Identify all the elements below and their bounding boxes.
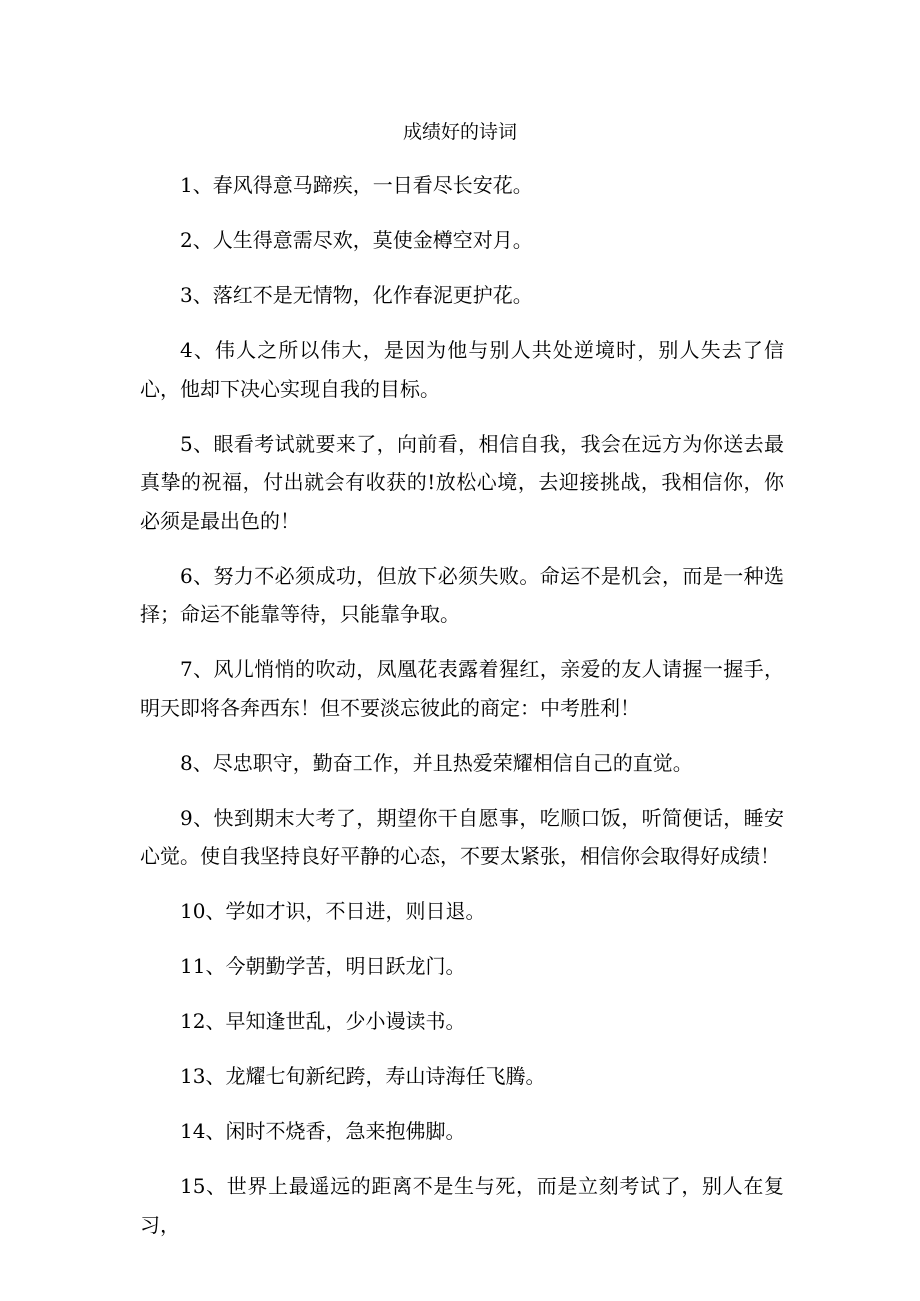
paragraph-9: 9、快到期末大考了，期望你干自愿事，吃顺口饭，听简便话，睡安心觉。使自我坚持良好平静的心态，不要太紧张，相信你会取得好成绩！	[140, 805, 784, 868]
paragraph-10: 10、学如才识，不日进，则日退。	[180, 899, 486, 923]
paragraph-11: 11、今朝勤学苦，明日跃龙门。	[180, 954, 466, 978]
paragraph-4: 4、伟人之所以伟大，是因为他与别人共处逆境时，别人失去了信心，他却下决心实现自我的目标。	[140, 338, 784, 401]
paragraph-5: 5、眼看考试就要来了，向前看，相信自我，我会在远方为你送去最真挚的祝福，付出就会有收获的!放松心境，去迎接挑战，我相信你，你必须是最出色的！	[140, 431, 784, 533]
document-body	[140, 166, 784, 1261]
document-title: 成绩好的诗词	[402, 121, 517, 143]
paragraph-2: 2、人生得意需尽欢，莫使金樽空对月。	[180, 228, 533, 252]
paragraph-3: 3、落红不是无情物，化作春泥更护花。	[180, 283, 533, 307]
paragraph-14: 14、闲时不烧香，急来抱佛脚。	[180, 1119, 466, 1143]
paragraph-6: 6、努力不必须成功，但放下必须失败。命运不是机会，而是一种选择；命运不能靠等待，只能靠争取。	[140, 563, 784, 626]
paragraph-15: 15、世界上最遥远的距离不是生与死，而是立刻考试了，别人在复习，	[140, 1174, 784, 1237]
paragraph-13: 13、龙耀七旬新纪跨，寿山诗海任飞腾。	[180, 1064, 546, 1088]
paragraph-8: 8、尽忠职守，勤奋工作，并且热爱荣耀相信自己的直觉。	[180, 750, 693, 775]
paragraph-12: 12、早知逢世乱，少小谩读书。	[180, 1009, 466, 1033]
paragraph-1: 1、春风得意马蹄疾，一日看尽长安花。	[180, 173, 533, 197]
paragraph-7: 7、风儿悄悄的吹动，凤凰花表露着猩红，亲爱的友人请握一握手，明天即将各奔西东！但不要淡忘彼此的商定：中考胜利！	[140, 657, 784, 720]
